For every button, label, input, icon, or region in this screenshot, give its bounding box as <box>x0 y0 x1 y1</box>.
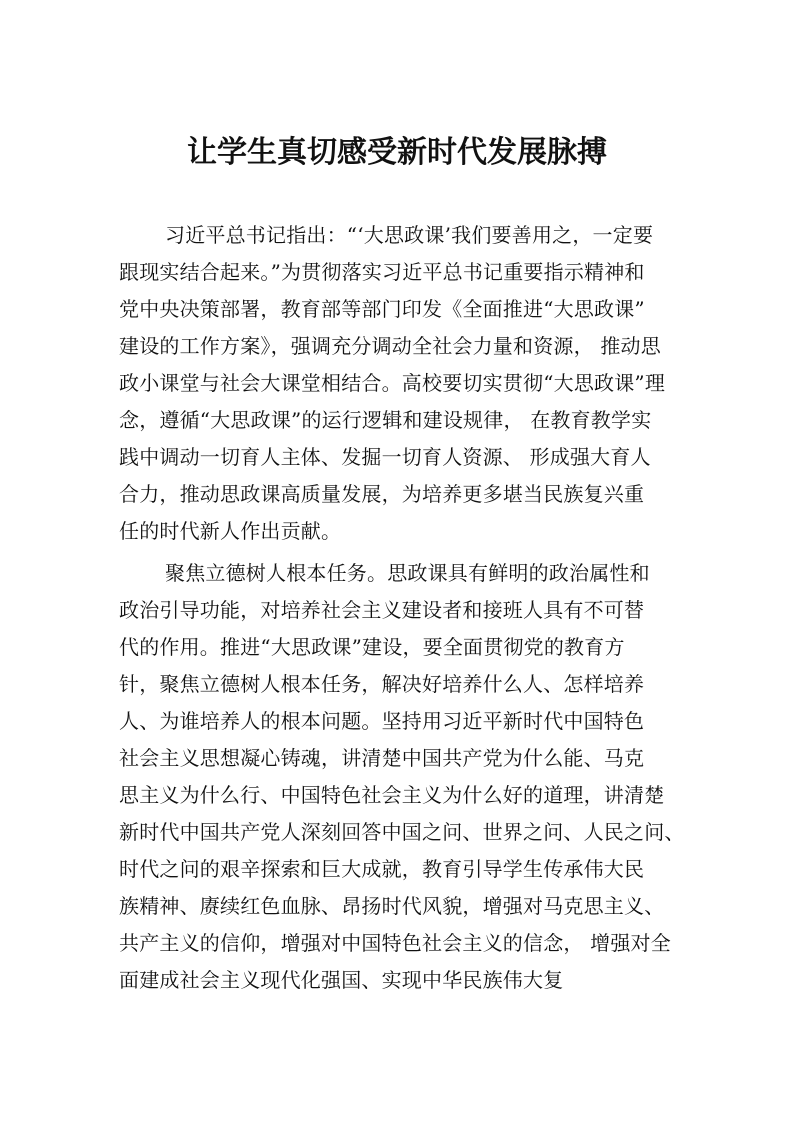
paragraph-line: 任的时代新人作出贡献。 <box>119 519 342 543</box>
paragraph-line: 跟现实结合起来。”为贯彻落实习近平总书记重要指示精神和 <box>119 260 645 284</box>
paragraph-line: 念，遵循“大思政课”的运行逻辑和建设规律， 在教育教学实 <box>119 408 652 432</box>
paragraph-line: 面建成社会主义现代化强国、实现中华民族伟大复 <box>119 968 564 992</box>
paragraph-line: 践中调动一切育人主体、发掘一切育人资源、 形成强大育人 <box>119 445 651 469</box>
paragraph-line: 新时代中国共产党人深刻回答中国之问、世界之问、人民之问、 <box>119 820 685 844</box>
paragraph-line: 党中央决策部署，教育部等部门印发《全面推进“大思政课” <box>119 297 645 321</box>
paragraph-line: 政小课堂与社会大课堂相结合。高校要切实贯彻“大思政课”理 <box>119 371 666 395</box>
paragraph-line: 习近平总书记指出：“‘大思政课’我们要善用之，一定要 <box>165 223 654 247</box>
paragraph-line: 建设的工作方案》，强调充分调动全社会力量和资源， 推动思 <box>119 334 661 358</box>
paragraph-line: 针，聚焦立德树人根本任务，解决好培养什么人、怎样培养 <box>119 672 645 696</box>
paragraph-line: 族精神、赓续红色血脉、昂扬时代风貌，增强对马克思主义、 <box>119 894 665 918</box>
paragraph-line: 思主义为什么行、中国特色社会主义为什么好的道理，讲清楚 <box>119 783 665 807</box>
paragraph-line: 聚焦立德树人根本任务。思政课具有鲜明的政治属性和 <box>165 561 650 585</box>
paragraph-line: 共产主义的信仰，增强对中国特色社会主义的信念， 增强对全 <box>119 931 671 955</box>
paragraph-line: 时代之问的艰辛探索和巨大成就，教育引导学生传承伟大民 <box>119 857 645 881</box>
document-title: 让学生真切感受新时代发展脉搏 <box>187 135 607 170</box>
paragraph-line: 社会主义思想凝心铸魂，讲清楚中国共产党为什么能、马克 <box>119 746 645 770</box>
paragraph-line: 合力，推动思政课高质量发展，为培养更多堪当民族复兴重 <box>119 482 645 506</box>
paragraph-line: 人、为谁培养人的根本问题。坚持用习近平新时代中国特色 <box>119 709 645 733</box>
paragraph-line: 政治引导功能，对培养社会主义建设者和接班人具有不可替 <box>119 598 645 622</box>
paragraph-line: 代的作用。推进“大思政课”建设，要全面贯彻党的教育方 <box>119 635 625 659</box>
